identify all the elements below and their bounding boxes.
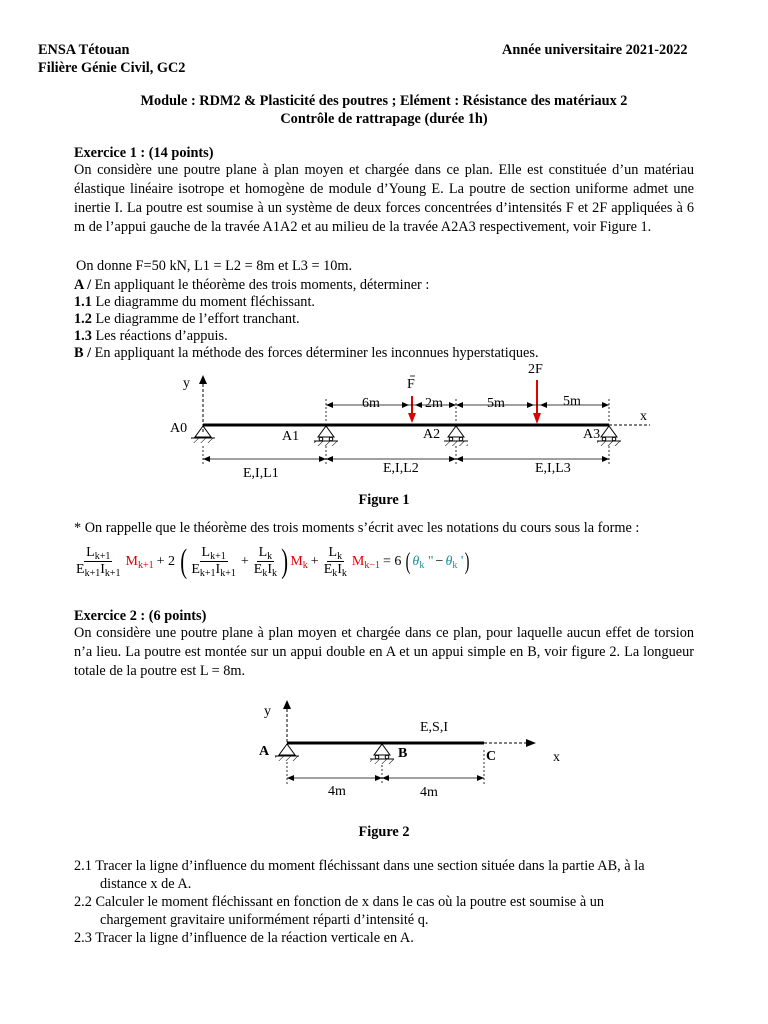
question-number: 2.1 [74,858,92,874]
question-text: Tracer la ligne d’influence de la réaction verticale en A. [95,930,414,946]
exam-title: Contrôle de rattrapage (durée 1h) [280,111,488,127]
question-text: Les réactions d’appuis. [95,328,228,344]
part-a-text: En appliquant le théorème des trois moments, déterminer : [94,277,430,293]
exercise2-heading: Exercice 2 : (6 points) [74,608,207,624]
beam-properties: E,S,I [420,720,448,735]
question-2-2-continuation: chargement gravitaire uniformément réparti d’intensité q. [100,912,429,928]
program-name: Filière Génie Civil, GC2 [38,60,186,76]
dimension-5m-a: 5m [487,396,505,411]
support-label-a0: A0 [170,421,188,436]
x-axis-label: x [553,750,560,765]
figure-1-caption: Figure 1 [358,492,410,508]
span-3-props: E,I,L3 [535,461,571,476]
dimension-ab: 4m [328,784,346,799]
three-moments-formula: $\frac{L_{k+1}}{E_{k+1}I_{k+1}}$ $M_{k+1}$ + 2 ( $\frac{L_{k+1}}{E_{k+1}I_{k+1}}$ + $\frac{L_k}{E_kI_k}$ ) $M_k$ + $\frac{L_k}{E_kI_k}$ $M_{k-1}$ = 6 ( $\theta_k$ " − $\theta_k$ ' ) [76,542,470,580]
part-a-label: A / [74,277,92,293]
academic-year: Année universitaire 2021-2022 [502,42,688,58]
support-b [370,744,394,764]
question-number: 1.2 [74,311,92,327]
question-2-1 [74,857,694,875]
question-text: Calculer le moment fléchissant en fonction de x dans le cas où la poutre est soumise à un [95,894,605,910]
exercise1-statement: On considère une poutre plane à plan moyen et chargée dans ce plan. Elle est constituée d’un matériau élastique linéaire isotrope et homogène de module d’Young E. La poutre de section uniforme admet une inertie I. La poutre est soumise à un système de deux forces concentrées d’intensités F et 2F appliquées à 6 m de l’appui gauche de la travée A1A2 et au milieu de la travée A2A3 respectivement, voir Figure 1. [74,162,694,235]
dimension-6m: 6m [362,396,380,411]
support-a0 [191,426,215,443]
exercise2-questions [74,857,694,947]
question-number: 2.2 [74,894,92,910]
question-2-2 [74,893,694,911]
support-a3 [597,426,621,446]
figure-2-caption: Figure 2 [358,824,410,840]
school-name: ENSA Tétouan [38,42,130,58]
question-1-1 [74,293,315,311]
force-2f-label: 2F [528,362,543,377]
span-2-props: E,I,L2 [383,461,419,476]
dimension-2m: 2m [425,396,443,411]
x-axis-label: x [640,409,647,424]
support-label-a2: A2 [423,427,441,442]
module-title: Module : RDM2 & Plasticité des poutres ; Elément : Résistance des matériaux 2 [140,93,628,109]
part-b-label: B / [74,345,92,361]
question-text: Le diagramme du moment fléchissant. [95,294,316,310]
part-b-text: En appliquant la méthode des forces déterminer les inconnues hyperstatiques. [94,345,539,361]
support-a1 [314,426,338,446]
point-a-label: A [259,744,270,759]
part-a [74,276,429,294]
question-2-1-continuation: distance x de A. [100,876,192,892]
question-2-3 [74,929,694,947]
span-1-props: E,I,L1 [243,466,279,481]
figure-1-diagram [0,360,768,490]
question-text: Le diagramme de l’effort tranchant. [95,311,300,327]
exercise2-statement: On considère une poutre plane à plan moyen et chargée dans ce plan, pour laquelle aucun effet de torsion n’a lieu. La poutre est montée sur un appui double en A et un appui simple en B, voir figure 2. La longueur totale de la poutre est L = 8m. [74,625,694,679]
question-number: 1.3 [74,328,92,344]
question-text: Tracer la ligne d’influence du moment fléchissant dans une section située dans la partie AB, à la [95,858,645,874]
exercise1-data: On donne F=50 kN, L1 = L2 = 8m et L3 = 10m. [76,258,353,274]
force-f-label: F [407,377,415,392]
dimension-bc: 4m [420,785,438,800]
three-moments-reminder: * On rappelle que le théorème des trois moments s’écrit avec les notations du cours sous la forme : [74,520,640,536]
y-axis-label: y [264,704,271,719]
figure-2-diagram [0,695,768,805]
support-label-a3: A3 [583,427,601,442]
point-c-label: C [486,749,497,764]
question-1-2 [74,310,300,328]
support-a [275,744,299,761]
y-axis-label: y [183,376,190,391]
support-label-a1: A1 [282,429,300,444]
dimension-5m-b: 5m [563,394,581,409]
question-number: 2.3 [74,930,92,946]
question-1-3 [74,327,228,345]
point-b-label: B [398,746,408,761]
exercise1-heading: Exercice 1 : (14 points) [74,145,214,161]
support-a2 [444,426,468,446]
question-number: 1.1 [74,294,92,310]
y-axis-arrow [199,375,207,384]
